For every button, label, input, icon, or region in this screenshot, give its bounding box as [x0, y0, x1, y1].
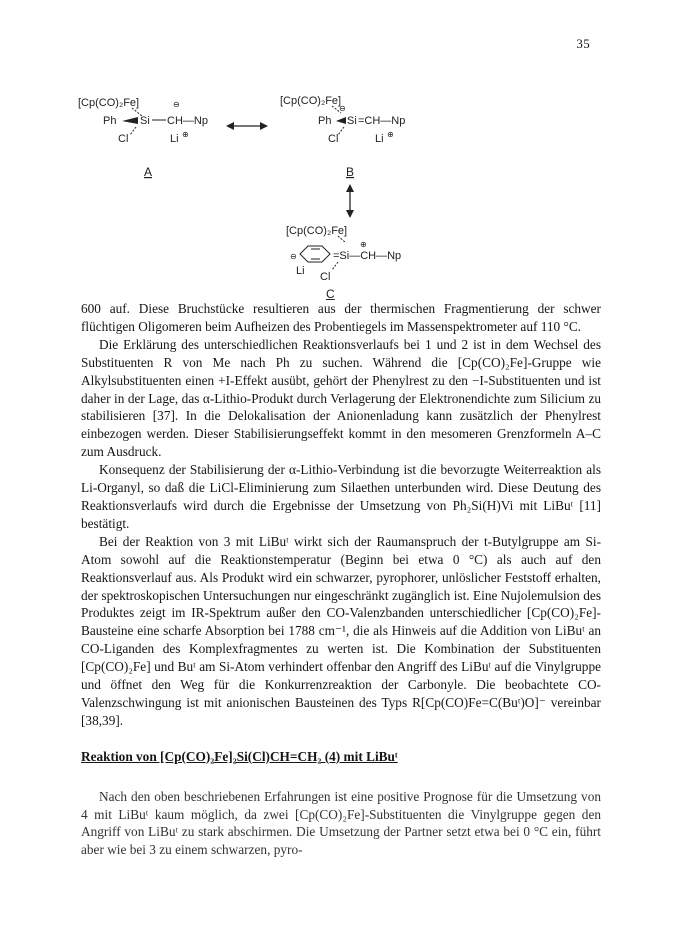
paragraph-2: Die Erklärung des unterschiedlichen Reaktionsverlaufs bei 1 und 2 ist in dem Wechsel des Substituenten R von Me nach Ph zu suchen. Während die [Cp(CO)₂Fe]-Gruppe wie Alkylsubstituenten einen +I-Effekt ausübt, gehört der Phenylrest zu den −I-Substituenten und ist daher in der Lage, das α-Lithio-Produkt durch Verlagerung der Elektronendichte zum Silicium zu stabilisieren [37]. In die Delokalisation der Anionenladung kann zusätzlich der Phenylrest einbezogen werden. Dieser Stabilisierungseffekt kommt in den mesomeren Grenzformeln A–C zum Ausdruck. — [81, 336, 601, 460]
structure-a-carbanion: CH—Np — [167, 115, 208, 127]
structure-c-fragment: [Cp(CO)₂Fe] — [286, 225, 348, 237]
structure-a-fragment: [Cp(CO)₂Fe] — [78, 97, 140, 109]
paragraph-3: Konsequenz der Stabilisierung der α-Lithio-Verbindung ist die bevorzugte Weiterreaktion als Li-Organyl, so daß die LiCl-Eliminierung zum Silaethen unterbunden wird. Diese Deutung des Reaktionsverlaufs wird durch die Ergebnisse der Umsetzung von Ph₂Si(H)Vi mit LiBuᵗ [11] bestätigt. — [81, 462, 601, 531]
structure-c-silene: =Si—CH—Np — [333, 250, 402, 262]
structure-b-phenyl: Ph — [318, 115, 332, 127]
structure-c-lithium: Li — [296, 265, 305, 277]
structure-c-plus-charge-top: ⊕ — [360, 240, 367, 249]
structure-a-lithium: Li — [170, 133, 179, 145]
body-text — [81, 300, 601, 859]
paragraph-5: Nach den oben beschriebenen Erfahrungen ist eine positive Prognose für die Umsetzung von 4 mit LiBuᵗ kaum möglich, da zwei [Cp(CO)₂Fe]-Substituenten die Vinylgruppe gegen den Angriff von LiBuᵗ zu stark abschirmen. Die Umsetzung der Partner setzt etwa bei 0 °C ein, führt aber wie bei 3 zu einem schwarzen, pyro- — [81, 788, 601, 858]
structure-a-plus-charge: ⊕ — [182, 130, 189, 139]
structure-c — [286, 225, 401, 300]
structure-b-plus-charge: ⊕ — [387, 130, 394, 139]
structure-b-silicon: Si — [347, 115, 357, 127]
structure-a-chlorine: Cl — [118, 133, 129, 145]
structure-b-lithium: Li — [375, 133, 384, 145]
resonance-scheme-drawing — [70, 84, 610, 300]
structure-a-minus-charge: ⊖ — [173, 100, 180, 109]
resonance-arrow-bc — [346, 184, 354, 218]
paragraph-4: Bei der Reaktion von 3 mit LiBuᵗ wirkt sich der Raumanspruch der t-Butylgruppe am Si-Atom sowohl auf die Reaktionstemperatur (Beginn bei etwa 0 °C) als auch auf den Reaktionsverlauf aus. Als Produkt wird ein schwarzer, pyrophorer, unlöslicher Feststoff erhalten, der spektroskopischen Untersuchungen nur eingeschränkt zugänglich ist. Eine Nujolemulsion des Produktes zeigt im IR-Spektrum außer den CO-Valenzbanden unterschiedlicher [Cp(CO)₂Fe]-Bausteine eine scharfe Absorption bei 1788 cm⁻¹, die als Hinweis auf die Addition von LiBuᵗ an CO-Liganden des Komplexfragmentes zu werten ist. Die Kombination der Substituenten [Cp(CO)₂Fe] und Buᵗ am Si-Atom verhindert offenbar den Angriff des LiBuᵗ auf die Vinylgruppe und öffnet den Weg für die Konkurrenzreaktion der Carbonyle. Die beobachtete CO-Valenzschwingung ist mit anionischen Bausteinen des Typs R[Cp(CO)Fe=C(Buᵗ)O]⁻ vereinbar [38,39]. — [81, 533, 601, 728]
structure-a-label: A — [144, 165, 153, 179]
structure-b-chlorine: Cl — [328, 133, 339, 145]
structure-b-label: B — [346, 165, 355, 179]
resonance-arrow-ab — [226, 122, 268, 130]
structure-a — [78, 97, 208, 179]
structure-c-minus-charge: ⊖ — [290, 252, 297, 261]
structure-a-phenyl: Ph — [103, 115, 117, 127]
structure-b-minus-charge: ⊖ — [339, 104, 346, 113]
paragraph-1: 600 auf. Diese Bruchstücke resultieren aus der thermischen Fragmentierung der schwer flüchtigen Oligomeren beim Aufheizen des Probentiegels im Massenspektrometer auf 110 °C. — [81, 301, 601, 334]
structure-b-silene: =CH—Np — [358, 115, 406, 127]
structure-a-silicon: Si — [140, 115, 150, 127]
structure-c-chlorine: Cl — [320, 271, 331, 283]
structure-b-fragment: [Cp(CO)₂Fe] — [280, 95, 342, 107]
structure-b — [280, 95, 405, 179]
section-heading: Reaktion von [Cp(CO)₂Fe]₂Si(Cl)CH=CH₂ (4) mit LiBuᵗ — [81, 748, 398, 764]
page-number: 35 — [576, 36, 590, 51]
resonance-scheme — [70, 84, 610, 300]
structure-c-label: C — [326, 287, 335, 300]
